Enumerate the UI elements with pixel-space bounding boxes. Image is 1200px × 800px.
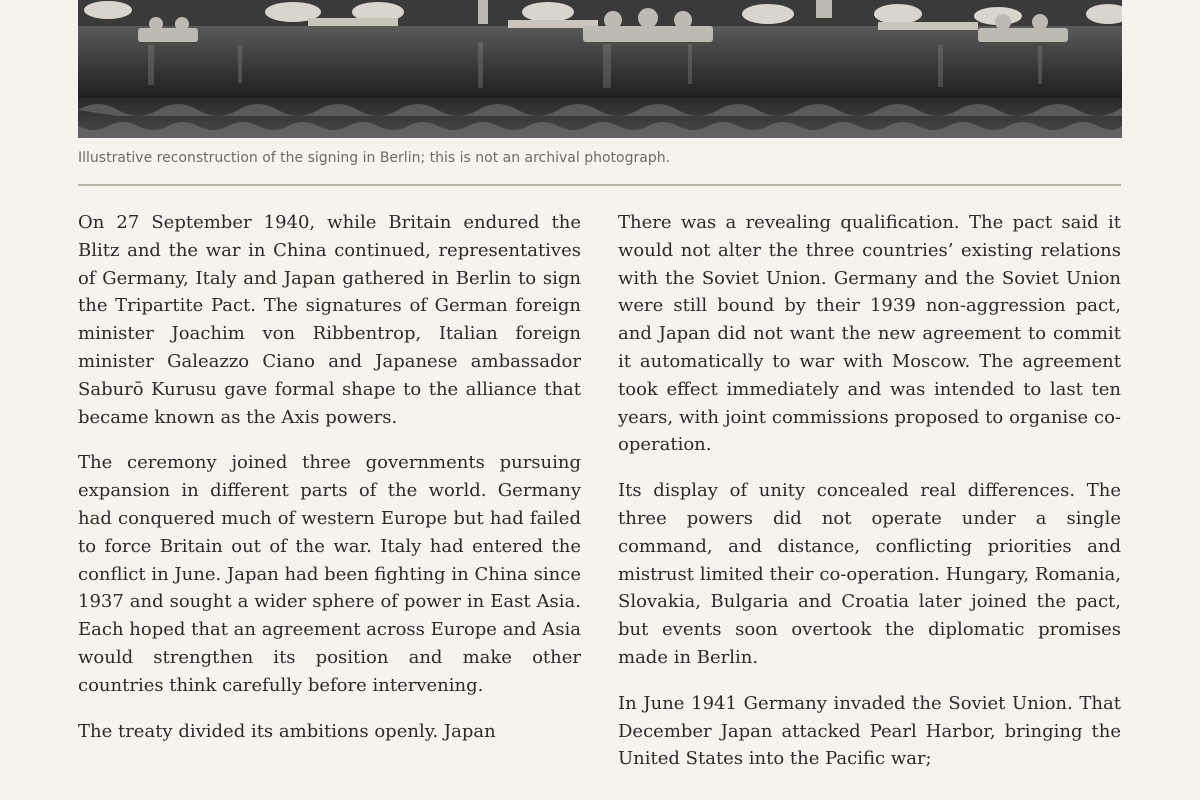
paragraph: The ceremony joined three governments pursuing expansion in different parts of the world. Germany had conquered much of western Europe but had failed to force Britain out of the war. Italy had entered the conflict in June. Japan had been fighting in China since 1937 and sought a wider sphere of power in East Asia. Each hoped that an agreement across Europe and Asia would strengthen its position and make other countries think carefully before intervening. bbox=[78, 452, 581, 696]
signing-illustration bbox=[78, 0, 1122, 138]
paragraph: Its display of unity concealed real differences. The three powers did not operate under a single command, and distance, conflicting priorities and mistrust limited their co-operation. Hungary, Romania, Slovakia, Bulgaria and Croatia later joined the pact, but events soon overtook the diplomatic promises made in Berlin. bbox=[618, 480, 1121, 668]
article-column-left bbox=[78, 209, 581, 763]
figure-caption: Illustrative reconstruction of the signing in Berlin; this is not an archival photograph. bbox=[78, 150, 671, 166]
paragraph: On 27 September 1940, while Britain endured the Blitz and the war in China continued, representatives of Germany, Italy and Japan gathered in Berlin to sign the Tripartite Pact. The signatures of German foreign minister Joachim von Ribbentrop, Italian foreign minister Galeazzo Ciano and Japanese ambassador Saburō Kurusu gave formal shape to the alliance that became known as the Axis powers. bbox=[78, 212, 581, 428]
section-divider bbox=[78, 184, 1121, 186]
article-column-right bbox=[618, 209, 1121, 791]
signing-table-image bbox=[78, 0, 1122, 138]
paragraph: In June 1941 Germany invaded the Soviet Union. That December Japan attacked Pearl Harbor, bringing the United States into the Pacific war; bbox=[618, 692, 1121, 770]
paragraph: The treaty divided its ambitions openly. Japan bbox=[78, 720, 496, 742]
paragraph: There was a revealing qualification. The pact said it would not alter the three countries’ existing relations with the Soviet Union. Germany and the Soviet Union were still bound by their 1939 non-aggression pact, and Japan did not want the new agreement to commit it automatically to war with Moscow. The agreement took effect immediately and was intended to last ten years, with joint commissions proposed to organise co-operation. bbox=[618, 212, 1121, 456]
